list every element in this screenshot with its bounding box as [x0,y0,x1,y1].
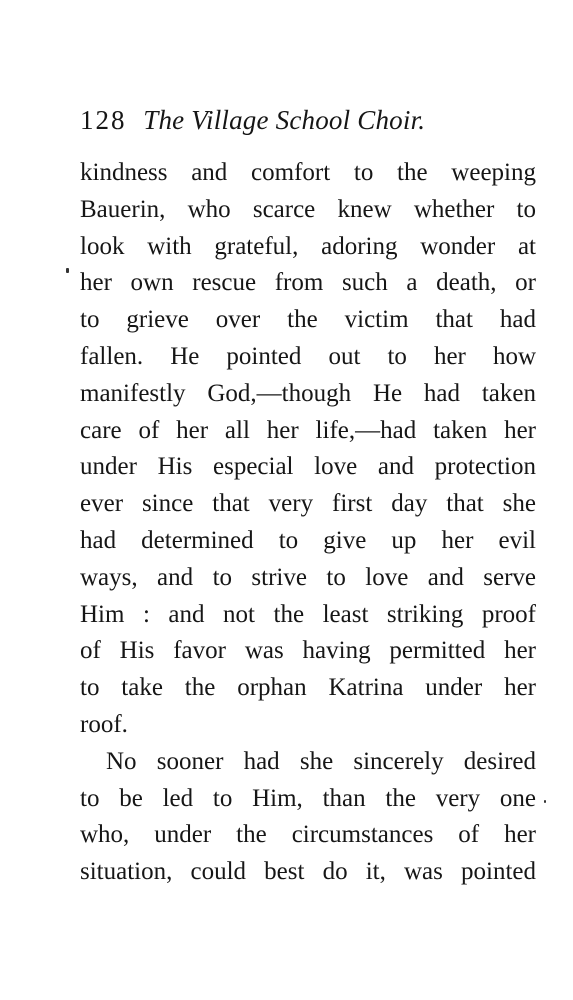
text-line: had determined to give up her evil [80,526,536,554]
running-title: The Village School Choir. [143,105,426,135]
text-line: Bauerin, who scarce knew whether to [80,195,536,223]
text-line: kindness and comfort to the weeping [80,159,536,186]
text-line: manifestly God,—though He had taken [80,379,536,407]
text-line: No sooner had she sincerely desired [106,747,536,775]
text-line: care of her all her life,—had taken her [80,416,536,444]
text-line: Him : and not the least striking proof [80,600,536,628]
text-line: ever since that very first day that she [80,490,536,518]
running-head [80,100,540,140]
text-line: to be led to Him, than the very one [80,784,536,812]
text-line: roof. [80,710,128,738]
page-number: 128 [80,105,127,135]
text-line: under His especial love and protection [80,453,536,481]
text-line: look with grateful, adoring wonder at [80,232,536,260]
text-line: situation, could best do it, was pointed [80,858,536,886]
text-line: her own rescue from such a death, or [80,269,536,297]
text-line: fallen. He pointed out to her how [80,342,536,370]
body-text [80,155,536,891]
paragraph-2 [80,744,536,891]
text-line: who, under the circumstances of her [80,821,536,849]
text-line: to take the orphan Katrina under her [80,674,536,702]
text-line: to grieve over the victim that had [80,306,536,334]
ink-speck [66,268,69,273]
paragraph-1 [80,155,536,744]
text-line: of His favor was having permitted her [80,637,536,665]
text-line: ways, and to strive to love and serve [80,563,536,591]
ink-speck [544,800,546,803]
